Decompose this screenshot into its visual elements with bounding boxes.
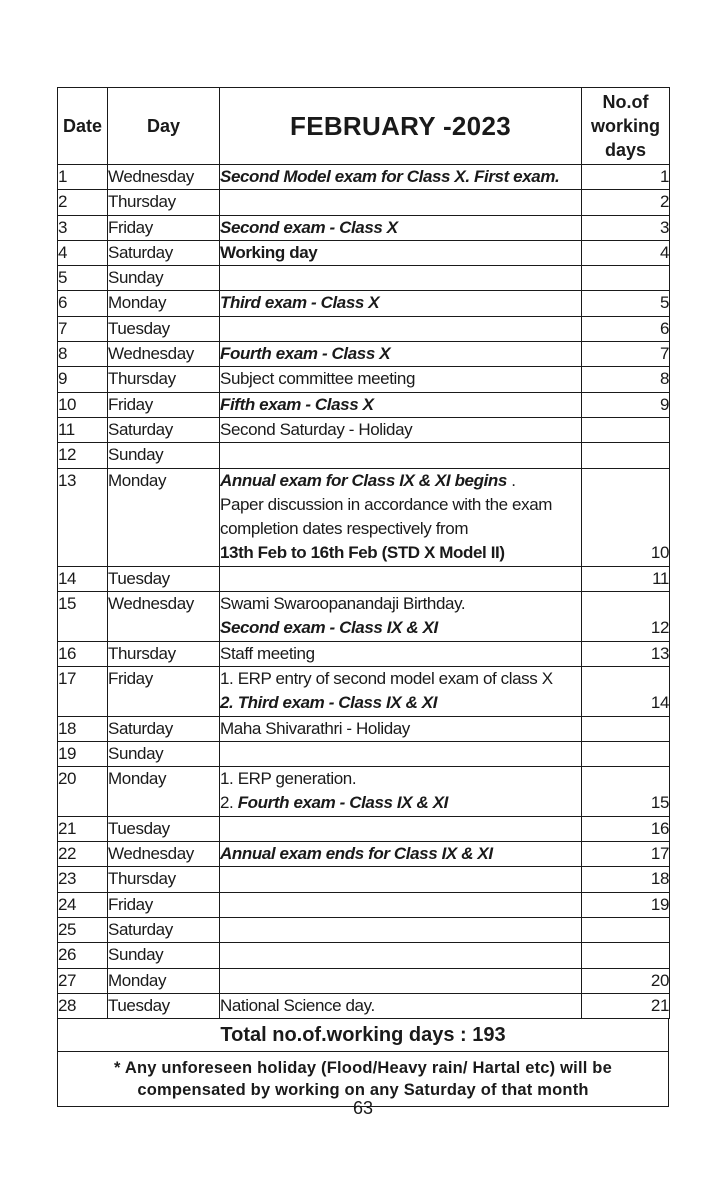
calendar-row	[58, 892, 670, 917]
event-text: National Science day.	[220, 995, 375, 1015]
calendar-row	[58, 767, 670, 817]
date-cell: 5	[58, 266, 108, 291]
event-text: Fourth exam - Class IX & XI	[237, 793, 448, 813]
day-cell: Thursday	[108, 867, 220, 892]
day-column-header: Day	[108, 88, 220, 165]
date-cell: 14	[58, 566, 108, 591]
event-line	[220, 994, 581, 1018]
day-cell: Sunday	[108, 741, 220, 766]
calendar-row	[58, 468, 670, 566]
event-line	[220, 367, 581, 391]
event-cell	[220, 641, 582, 666]
day-cell: Sunday	[108, 443, 220, 468]
working-days-header-line: No.of	[602, 92, 649, 112]
header-row	[58, 88, 670, 165]
working-day-count-cell: 16	[582, 816, 670, 841]
event-cell	[220, 417, 582, 442]
date-cell: 24	[58, 892, 108, 917]
calendar-row	[58, 716, 670, 741]
event-cell	[220, 190, 582, 215]
event-text: 1. ERP entry of second model exam of class X	[220, 668, 553, 688]
date-cell: 19	[58, 741, 108, 766]
event-line	[220, 717, 581, 741]
event-line	[220, 616, 581, 640]
event-cell	[220, 266, 582, 291]
date-cell: 18	[58, 716, 108, 741]
event-line	[220, 791, 581, 815]
working-day-count-cell: 1	[582, 165, 670, 190]
day-cell: Thursday	[108, 190, 220, 215]
event-text: 1. ERP generation.	[220, 769, 357, 789]
date-cell: 4	[58, 240, 108, 265]
event-text: Subject committee meeting	[220, 369, 416, 389]
date-column-header: Date	[58, 88, 108, 165]
event-text: Paper discussion in accordance with the exam	[220, 494, 553, 514]
date-cell: 27	[58, 968, 108, 993]
event-cell	[220, 165, 582, 190]
calendar-row	[58, 367, 670, 392]
date-cell: 9	[58, 367, 108, 392]
event-line	[220, 291, 581, 315]
calendar-row	[58, 592, 670, 642]
event-cell	[220, 316, 582, 341]
event-cell	[220, 291, 582, 316]
working-day-count-cell: 20	[582, 968, 670, 993]
event-cell	[220, 917, 582, 942]
day-cell: Thursday	[108, 367, 220, 392]
event-cell	[220, 592, 582, 642]
event-cell	[220, 468, 582, 566]
calendar-row	[58, 867, 670, 892]
total-working-days: Total no.of.working days : 193	[57, 1019, 669, 1052]
date-cell: 23	[58, 867, 108, 892]
event-text: Second Model exam for Class X. First exam.	[220, 167, 560, 186]
working-day-count-cell: 15	[582, 767, 670, 817]
event-text: Third exam - Class X	[220, 293, 380, 313]
day-cell: Wednesday	[108, 592, 220, 642]
working-day-count-cell	[582, 716, 670, 741]
date-cell: 17	[58, 666, 108, 716]
calendar-row	[58, 917, 670, 942]
event-line	[220, 493, 581, 517]
calendar-table	[57, 87, 670, 1019]
working-day-count-cell: 4	[582, 240, 670, 265]
day-cell: Friday	[108, 892, 220, 917]
event-line	[220, 393, 581, 417]
working-day-count-cell: 7	[582, 342, 670, 367]
date-cell: 6	[58, 291, 108, 316]
event-text: completion dates respectively from	[220, 519, 469, 539]
day-cell: Friday	[108, 215, 220, 240]
calendar-row	[58, 443, 670, 468]
date-cell: 7	[58, 316, 108, 341]
calendar-row	[58, 842, 670, 867]
event-text: Second exam - Class X	[220, 217, 398, 237]
day-cell: Friday	[108, 392, 220, 417]
working-day-count-cell: 10	[582, 468, 670, 566]
date-cell: 15	[58, 592, 108, 642]
event-line	[220, 418, 581, 442]
calendar-row	[58, 816, 670, 841]
day-cell: Saturday	[108, 716, 220, 741]
event-line	[220, 842, 581, 866]
event-cell	[220, 566, 582, 591]
working-day-count-cell: 12	[582, 592, 670, 642]
calendar-row	[58, 943, 670, 968]
calendar-row	[58, 215, 670, 240]
calendar-row	[58, 342, 670, 367]
working-day-count-cell	[582, 943, 670, 968]
calendar-sheet	[57, 87, 669, 1107]
event-text: 2.	[220, 793, 238, 813]
day-cell: Sunday	[108, 943, 220, 968]
event-cell	[220, 215, 582, 240]
calendar-row	[58, 566, 670, 591]
calendar-row	[58, 417, 670, 442]
date-cell: 10	[58, 392, 108, 417]
day-cell: Sunday	[108, 266, 220, 291]
day-cell: Wednesday	[108, 165, 220, 190]
date-cell: 21	[58, 816, 108, 841]
working-days-header-line: working	[590, 116, 660, 136]
event-line	[220, 691, 581, 715]
event-cell	[220, 443, 582, 468]
event-cell	[220, 968, 582, 993]
event-cell	[220, 666, 582, 716]
working-day-count-cell: 14	[582, 666, 670, 716]
day-cell: Saturday	[108, 240, 220, 265]
event-line	[220, 667, 581, 691]
working-day-count-cell	[582, 266, 670, 291]
event-cell	[220, 993, 582, 1018]
day-cell: Wednesday	[108, 842, 220, 867]
date-cell: 12	[58, 443, 108, 468]
day-cell: Tuesday	[108, 316, 220, 341]
event-text: 2. Third exam - Class IX & XI	[220, 693, 438, 713]
event-line	[220, 216, 581, 240]
event-line	[220, 517, 581, 541]
date-cell: 22	[58, 842, 108, 867]
day-cell: Wednesday	[108, 342, 220, 367]
working-day-count-cell	[582, 417, 670, 442]
event-line	[220, 767, 581, 791]
working-day-count-cell: 19	[582, 892, 670, 917]
day-cell: Monday	[108, 468, 220, 566]
calendar-row	[58, 266, 670, 291]
page-number: 63	[352, 1098, 374, 1118]
calendar-row	[58, 165, 670, 190]
working-day-count-cell: 18	[582, 867, 670, 892]
calendar-row	[58, 741, 670, 766]
date-cell: 11	[58, 417, 108, 442]
date-cell: 28	[58, 993, 108, 1018]
calendar-row	[58, 968, 670, 993]
event-line	[220, 541, 581, 565]
calendar-row	[58, 666, 670, 716]
event-cell	[220, 367, 582, 392]
day-cell: Monday	[108, 968, 220, 993]
day-cell: Monday	[108, 291, 220, 316]
day-cell: Monday	[108, 767, 220, 817]
calendar-row	[58, 641, 670, 666]
event-text: Maha Shivarathri - Holiday	[220, 718, 410, 738]
working-day-count-cell: 6	[582, 316, 670, 341]
working-day-count-cell	[582, 443, 670, 468]
event-text: Staff meeting	[220, 643, 315, 663]
working-day-count-cell: 5	[582, 291, 670, 316]
event-text: Swami Swaroopanandaji Birthday.	[220, 594, 466, 614]
working-day-count-cell: 11	[582, 566, 670, 591]
event-text: Annual exam ends for Class IX & XI	[220, 844, 493, 864]
event-line	[220, 165, 581, 189]
event-text: Fourth exam - Class X	[220, 344, 391, 364]
calendar-row	[58, 190, 670, 215]
day-cell: Saturday	[108, 917, 220, 942]
date-cell: 13	[58, 468, 108, 566]
calendar-row	[58, 316, 670, 341]
event-cell	[220, 716, 582, 741]
working-day-count-cell	[582, 917, 670, 942]
event-text: Annual exam for Class IX & XI begins	[220, 470, 507, 490]
event-text: 13th Feb to 16th Feb (STD X Model II)	[220, 543, 505, 563]
working-day-count-cell: 8	[582, 367, 670, 392]
date-cell: 20	[58, 767, 108, 817]
event-cell	[220, 767, 582, 817]
day-cell: Tuesday	[108, 816, 220, 841]
working-days-column-header	[582, 88, 670, 165]
working-day-count-cell: 3	[582, 215, 670, 240]
date-cell: 25	[58, 917, 108, 942]
event-line	[220, 642, 581, 666]
calendar-row	[58, 993, 670, 1018]
event-cell	[220, 842, 582, 867]
day-cell: Tuesday	[108, 566, 220, 591]
date-cell: 8	[58, 342, 108, 367]
event-cell	[220, 342, 582, 367]
event-line	[220, 342, 581, 366]
event-text: Second Saturday - Holiday	[220, 419, 413, 439]
event-cell	[220, 240, 582, 265]
date-cell: 2	[58, 190, 108, 215]
event-line	[220, 469, 581, 493]
day-cell: Tuesday	[108, 993, 220, 1018]
calendar-row	[58, 291, 670, 316]
event-cell	[220, 392, 582, 417]
day-cell: Friday	[108, 666, 220, 716]
event-line	[220, 241, 581, 265]
working-day-count-cell: 21	[582, 993, 670, 1018]
note-line: compensated by working on any Saturday of that month	[137, 1081, 589, 1100]
date-cell: 1	[58, 165, 108, 190]
event-text: Working day	[220, 242, 318, 262]
working-day-count-cell: 9	[582, 392, 670, 417]
day-cell: Thursday	[108, 641, 220, 666]
event-text: Second exam - Class IX & XI	[220, 618, 438, 638]
month-title: FEBRUARY -2023	[220, 88, 582, 165]
date-cell: 16	[58, 641, 108, 666]
event-cell	[220, 943, 582, 968]
event-cell	[220, 816, 582, 841]
working-days-header-line: days	[604, 140, 647, 160]
event-text: Fifth exam - Class X	[220, 394, 374, 414]
date-cell: 26	[58, 943, 108, 968]
working-day-count-cell: 2	[582, 190, 670, 215]
day-cell: Saturday	[108, 417, 220, 442]
calendar-body	[58, 165, 670, 1019]
working-day-count-cell: 13	[582, 641, 670, 666]
working-day-count-cell	[582, 741, 670, 766]
event-text: .	[506, 470, 516, 490]
calendar-row	[58, 240, 670, 265]
event-line	[220, 592, 581, 616]
note-line: * Any unforeseen holiday (Flood/Heavy rain/ Hartal etc) will be	[114, 1059, 612, 1078]
event-cell	[220, 892, 582, 917]
event-cell	[220, 867, 582, 892]
date-cell: 3	[58, 215, 108, 240]
calendar-row	[58, 392, 670, 417]
working-day-count-cell: 17	[582, 842, 670, 867]
event-cell	[220, 741, 582, 766]
